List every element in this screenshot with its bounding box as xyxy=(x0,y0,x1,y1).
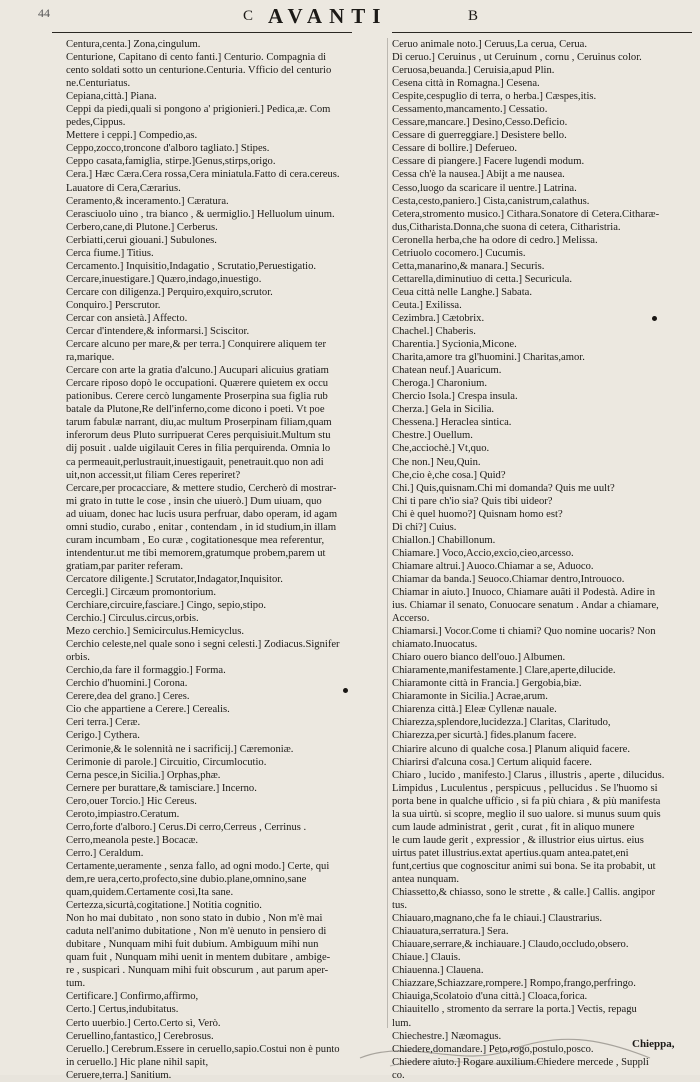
entry-line: ius. Chiamar il senato, Conuocare senatum . Andar a chiamare, xyxy=(392,600,659,612)
entry-line: Chercio Isola.] Crespa insula. xyxy=(392,391,518,403)
entry-line: Cerbiatti,ceruì giouani.] Subulones. xyxy=(66,234,217,246)
entry-line: Ceua città nelle Langhe.] Sabata. xyxy=(392,286,533,298)
entry-line: Cernere per burattare,& tamisciare.] Incerno. xyxy=(66,782,257,794)
entry-line: Limpidus , Luculentus , perspicuus , pellucidus . Se l'huomo si xyxy=(392,782,658,794)
ink-spot xyxy=(652,316,657,321)
entry-line: Cerere,dea del grano.] Ceres. xyxy=(66,691,190,703)
entry-line: Certificare.] Confirmo,affirmo, xyxy=(66,991,199,1003)
entry-line: porta bene in qualche ufficio , si fa più chiara , & più manifesta xyxy=(392,795,661,807)
entry-line: Charita,amore tra gl'huomini.] Charitas,amor. xyxy=(392,352,585,364)
entry-line: Ceronella herba,che ha odore di cedro.] Melissa. xyxy=(392,234,598,246)
entry-line: Chessena.] Heraclea sintica. xyxy=(392,417,512,429)
entry-line: Cessamento,mancamento.] Cessatio. xyxy=(392,104,548,116)
entry-line: ra,marique. xyxy=(66,352,115,364)
header-rule-right xyxy=(392,32,692,33)
entry-line: Cio che appartiene a Cerere.] Cerealis. xyxy=(66,704,230,716)
entry-line: Cerchio d'huomini.] Corona. xyxy=(66,678,188,690)
entry-line: Chiedere,domandare.] Peto,rogo,postulo,posco. xyxy=(392,1043,594,1055)
entry-line: inferorum deus Pluto surripuerat Ceres perquisiuit.Multum stu xyxy=(66,430,331,442)
entry-line: Accerso. xyxy=(392,613,430,625)
entry-line: batale da Plutone,Re dell'inferno,come dicono i poeti. Vt poe xyxy=(66,404,325,416)
entry-line: re , suspicari . Nunquam mihi fuit obscurum , aut parum aper- xyxy=(66,965,329,977)
entry-line: Cesena città in Romagna.] Cesena. xyxy=(392,78,540,90)
entry-line: quam fuit , Nunquam mihi uenit in mentem dubitare , ambige- xyxy=(66,952,331,964)
entry-line: Certo.] Certus,indubitatus. xyxy=(66,1004,179,1016)
entry-line: lum. xyxy=(392,1017,412,1029)
entry-line: Cercare,per procacciare, & mettere studio, Cercherò di mostrar- xyxy=(66,482,337,494)
entry-line: Chiauiga,Scolatoio d'una città.] Cloaca,forica. xyxy=(392,991,588,1003)
entry-line: Ceroto,impiastro.Ceratum. xyxy=(66,808,180,820)
entry-line: uirtus patet illustrius.extat apertius.quam antea.patet,eni xyxy=(392,847,629,859)
entry-line: funt,certius que cognoscitur animi sui bona. Se ita probabit, ut xyxy=(392,860,656,872)
entry-line: in ceruello.] Hic plane nihil sapit, xyxy=(66,1056,209,1068)
entry-line: Chiaro , lucido , manifesto.] Clarus , illustris , aperte , dilucidus. xyxy=(392,769,665,781)
page-number: 44 xyxy=(38,6,50,20)
entry-line: caduta nell'animo dubitatione , Non m'è uenuto in pensiero di xyxy=(66,926,327,938)
entry-line: Cessa ch'è la nausea.] Abijt a me nausea. xyxy=(392,169,565,181)
header-rule-left xyxy=(52,32,352,33)
entry-line: Chiamar in aiuto.] Inuoco, Chiamare auãti il Podestà. Adire in xyxy=(392,586,656,598)
entry-line: pationibus. Cerere cercò lungamente Proserpina sua figlia rub xyxy=(66,391,328,403)
entry-line: tus. xyxy=(392,900,408,912)
entry-line: Di chi?] Cuius. xyxy=(392,521,457,533)
entry-line: Chachel.] Chaberis. xyxy=(392,326,476,338)
entry-line: antea nunquam. xyxy=(392,874,460,885)
entry-line: Chiarezza,splendore,lucidezza.] Claritas, Claritudo, xyxy=(392,717,611,729)
entry-line: Di ceruo.] Ceruinus , ut Ceruinum , cornu , Ceruinus color. xyxy=(392,52,642,64)
entry-line: curam incumbam , Eo curæ , cogitationesque mea referentur, xyxy=(66,534,325,546)
entry-line: Chiaramente,manifestamente.] Clare,aperte,dilucide. xyxy=(392,665,616,677)
entry-line: Chiaro ouero bianco dell'ouo.] Albumen. xyxy=(392,652,566,664)
entry-line: Cercar con ansietà.] Affecto. xyxy=(66,312,188,324)
entry-line: Chiamarsi.] Vocor.Come ti chiami? Quo nomine uocaris? Non xyxy=(392,626,656,638)
entry-line: Chiauare,serrare,& inchiauare.] Claudo,occludo,obsero. xyxy=(392,939,629,951)
entry-line: Cherza.] Gela in Sicilia. xyxy=(392,404,495,416)
entry-line: Cerasciuolo uino , tra bianco , & uermiglio.] Helluolum uinum. xyxy=(66,208,335,220)
entry-line: Conquiro.] Perscrutor. xyxy=(66,299,161,311)
marginal-scribble xyxy=(350,1028,690,1072)
entry-line: Cerchio.] Circulus.circus,orbis. xyxy=(66,613,199,625)
entry-line: Cerro,forte d'alboro.] Cerus.Di cerro,Cerreus , Cerrinus . xyxy=(66,821,307,833)
entry-line: dij posuit . ualde uigilauit Ceres in filia perquirenda. Omnia lo xyxy=(66,443,331,455)
entry-line: Non ho mai dubitato , non sono stato in dubio , Non m'è mai xyxy=(66,913,323,925)
entry-line: cento soldati sotto un centurione.Centuria. Vfficio del centurio xyxy=(66,65,332,77)
entry-line: Chiassetto,& chiasso, sono le strette , & calle.] Callis. angipor xyxy=(392,887,656,899)
entry-line: Cettarella,diminutiuo di cetta.] Securicula. xyxy=(392,273,573,285)
entry-line: Cerchiare,circuire,fasciare.] Cingo, sepio,stipo. xyxy=(66,600,267,612)
entry-line: dubitare , Nunquam mihi fuit dubium. Ambiguum mihi nun xyxy=(66,939,319,951)
entry-line: Chiauitello , stromento da serrare la porta.] Vectis, repagu xyxy=(392,1004,637,1016)
entry-line: Cercamento.] Inquisitio,Indagatio , Scrutatio,Peruestigatio. xyxy=(66,260,317,272)
entry-line: Cetta,manarino,& manara.] Securis. xyxy=(392,260,545,272)
entry-line: Chiechestre.] Næomagus. xyxy=(392,1030,502,1042)
entry-line: Ceramento,& inceramento.] Cæratura. xyxy=(66,195,229,207)
entry-line: Cercare alcuno per mare,& per terra.] Conquirere aliquem ter xyxy=(66,339,327,351)
entry-line: tarum fabulæ narrant, diu,ac multum Proserpinam filiam,quam xyxy=(66,417,332,429)
entry-line: Ceruo animale noto.] Ceruus,La cerua, Cerua. xyxy=(392,39,588,50)
entry-line: ca permeauit,perlustrauit,inuestigauit, penetrauit.quo non adi xyxy=(66,456,324,468)
entry-line: Chiauatura,serratura.] Sera. xyxy=(392,926,509,938)
entry-line: Chi.] Quis,quisnam.Chi mi domanda? Quis me uult? xyxy=(392,482,615,494)
entry-line: Cercegli.] Circæum promontorium. xyxy=(66,586,217,598)
entry-line: Chiamare.] Voco,Accio,excio,cieo,arcesso. xyxy=(392,547,574,559)
entry-line: Chiauenna.] Clauena. xyxy=(392,965,484,977)
entry-line: uit,non accessit,ut filiam Ceres reperiret? xyxy=(66,469,241,481)
ink-spot xyxy=(343,688,348,693)
entry-line: Cesso,luogo da scaricare il uentre.] Latrina. xyxy=(392,182,577,194)
entry-line: Cheroga.] Charonium. xyxy=(392,378,488,390)
entry-line: Chiallon.] Chabillonum. xyxy=(392,534,496,546)
entry-line: Cera.] Hæc Cæra.Cera rossa,Cera miniatula.Fatto di cera.cereus. xyxy=(66,169,340,181)
entry-line: Cessare di bollire.] Deferueo. xyxy=(392,143,518,155)
entry-line: Chestre.] Ouellum. xyxy=(392,430,473,442)
entry-line: la sua uirtù. si scopre, meglio il suo ualore. si munus suum quis xyxy=(392,808,661,820)
entry-line: cum laude administrat , gerit , curat , fit in aliquo munere xyxy=(392,821,635,833)
entry-line: Cessare di piangere.] Facere lugendi modum. xyxy=(392,156,585,168)
entry-line: Chiamar da banda.] Seuoco.Chiamar dentro,Introuoco. xyxy=(392,573,625,585)
entry-line: Certamente,ueramente , senza fallo, ad ogni modo.] Certe, qui xyxy=(66,860,330,872)
entry-line: Cepiana,città.] Piana. xyxy=(66,91,157,103)
entry-line: Che non.] Neu,Quin. xyxy=(392,456,481,468)
entry-line: Chiedere aiuto.] Rogare auxilium.Chiedere mercede , Suppli xyxy=(392,1056,649,1068)
entry-line: Ceruosa,beuanda.] Ceruisia,apud Plin. xyxy=(392,65,555,77)
entry-line: Chiamare altrui.] Auoco.Chiamar a se, Aduoco. xyxy=(392,560,594,572)
entry-line: Chiazzare,Schiazzare,rompere.] Rompo,frango,perfringo. xyxy=(392,978,636,990)
entry-line: Chiarirsi d'alcuna cosa.] Certum aliquid facere. xyxy=(392,756,592,768)
column-divider xyxy=(387,38,388,1028)
entry-line: Mettere i ceppi.] Compedio,as. xyxy=(66,130,198,142)
entry-line: Chatean neuf.] Auaricum. xyxy=(392,365,502,377)
entry-line: Ceuta.] Exilissa. xyxy=(392,299,462,311)
header-left-letter: C xyxy=(243,8,254,24)
entry-line: Cessare di guerreggiare.] Desistere bello. xyxy=(392,130,567,142)
entry-line: chiamato.Inuocatus. xyxy=(392,639,478,651)
catchword: Chieppa, xyxy=(632,1038,675,1050)
entry-line: Chiarezza,per sicurtà.] fides.planum facere. xyxy=(392,730,577,742)
entry-line: tum. xyxy=(66,978,86,990)
entry-line: Cerro.] Ceraldum. xyxy=(66,847,144,859)
entry-line: ad uiuam, donec hac lucis usura perfruar, dabo operam, id agam xyxy=(66,508,338,520)
entry-line: Chiarenza città.] Eleæ Cyllenæ nauale. xyxy=(392,704,557,716)
entry-line: Cercare con diligenza.] Perquiro,exquiro,scrutor. xyxy=(66,286,273,298)
entry-line: Cerbero,cane,di Plutone.] Cerberus. xyxy=(66,221,218,233)
entry-line: Cerchio,da fare il formaggio.] Forma. xyxy=(66,665,226,677)
entry-line: Cespite,cespuglio di terra, o herba.] Cæspes,itis. xyxy=(392,91,597,103)
entry-line: Cerchio celeste,nel quale sono i segni celesti.] Zodiacus.Signifer xyxy=(66,639,340,651)
entry-line: Cezimbra.] Cætobrix. xyxy=(392,312,485,324)
entry-line: orbis. xyxy=(66,652,90,664)
right-column xyxy=(392,38,698,1082)
entry-line: Chiaramonte in Sicilia.] Acrae,arum. xyxy=(392,691,548,703)
entry-line: Cetera,stromento musico.] Cithara.Sonatore di Cetera.Citharæ- xyxy=(392,208,660,220)
entry-line: Cercatore diligente.] Scrutator,Indagator,Inquisitor. xyxy=(66,573,283,585)
entry-line: Chiaramonte città in Francia.] Gergobia,biæ. xyxy=(392,678,582,690)
entry-line: Cerimonie,& le solennità ne i sacrificij.] Cæremoniæ. xyxy=(66,743,294,755)
entry-line: Ceruere,terra.] Sanitium. xyxy=(66,1069,172,1081)
entry-line: Chiarire alcuno di qualche cosa.] Planum aliquid facere. xyxy=(392,743,630,755)
entry-line: omni studio, curabo , enitar , contendam , in id studium,in illam xyxy=(66,521,337,533)
entry-line: intendentur.ut me tibi memorem,gratumque probem,parem ut xyxy=(66,547,326,559)
entry-line: co. xyxy=(392,1069,405,1081)
entry-line: Centura,centa.] Zona,cingulum. xyxy=(66,39,201,50)
entry-line: Cercare riposo dopò le occupationi. Quærere quietem ex occu xyxy=(66,378,329,390)
left-column xyxy=(66,38,388,1082)
entry-line: gratiam,par pariter referam. xyxy=(66,560,184,572)
entry-line: Mezo cerchio.] Semicirculus.Hemicyclus. xyxy=(66,626,244,638)
entry-line: Cerimonie di parole.] Circuitio, Circumlocutio. xyxy=(66,756,267,768)
entry-line: quam,quidem.Certamente così,Ita sane. xyxy=(66,887,234,899)
entry-line: ne.Centuriatus. xyxy=(66,78,131,90)
entry-line: mi grato in tutte le cose , insin che uiuerò.] Dum uiuam, quo xyxy=(66,495,322,507)
entry-line: Cerna pesce,in Sicilia.] Orphas,phæ. xyxy=(66,769,221,781)
entry-line: Cerca fiume.] Titius. xyxy=(66,247,154,259)
entry-line: Cerigo.] Cythera. xyxy=(66,730,140,742)
entry-line: Chiaue.] Clauis. xyxy=(392,952,461,964)
entry-line: pedes,Cippus. xyxy=(66,117,126,129)
entry-line: Certezza,sicurtà,cogitatione.] Notitia cognitio. xyxy=(66,900,262,912)
entry-line: Cercar d'intendere,& informarsi.] Sciscitor. xyxy=(66,326,250,338)
entry-line: le cum laude gerit , expressior , & illustrior eius uirtus. eius xyxy=(392,834,644,846)
running-head: AVANTI xyxy=(268,4,388,28)
entry-line: Centurione, Capitano di cento fanti.] Centurio. Compagnia di xyxy=(66,52,327,64)
entry-line: Cesta,cesto,paniero.] Cista,canistrum,calathus. xyxy=(392,195,590,207)
entry-line: Cessare,mancare.] Desino,Cesso.Deficio. xyxy=(392,117,568,129)
entry-line: Ceppo,zocco,troncone d'alboro tagliato.] Stipes. xyxy=(66,143,270,155)
entry-line: Che,acciochè.] Vt,quo. xyxy=(392,443,490,455)
entry-line: Chiauaro,magnano,che fa le chiaui.] Claustrarius. xyxy=(392,913,603,925)
header-right-letter: B xyxy=(468,8,479,24)
entry-line: Ceri terra.] Ceræ. xyxy=(66,717,141,729)
entry-line: Chi è quel huomo?] Quisnam homo est? xyxy=(392,508,563,520)
entry-line: Cetriuolo cocomero.] Cucumis. xyxy=(392,247,526,259)
entry-line: dem,re uera,certo,profecto,sine dubio.plane,omnino,sane xyxy=(66,874,307,885)
entry-line: Ceruellino,fantastico,] Cerebrosus. xyxy=(66,1030,214,1042)
entry-line: Che,cio è,che cosa.] Quid? xyxy=(392,469,506,481)
entry-line: Cercare,inuestigare.] Quæro,indago,inuestigo. xyxy=(66,273,262,285)
entry-line: Ceppi da piedi,quali si pongono a' prigionieri.] Pedica,æ. Com xyxy=(66,104,331,116)
entry-line: dus,Citharista.Donna,che suona di cetera, Citharistria. xyxy=(392,221,621,233)
entry-line: Charentia.] Sycionia,Micone. xyxy=(392,339,517,351)
entry-line: Ceruello.] Cerebrum.Essere in ceruello,sapio.Costui non è punto xyxy=(66,1043,340,1055)
entry-line: Lauatore di Cera,Cærarius. xyxy=(66,182,181,194)
entry-line: Certo uuerbio.] Certo.Certo sì, Verò. xyxy=(66,1017,221,1029)
entry-line: Cero,ouer Torcio.] Hic Cereus. xyxy=(66,795,197,807)
entry-line: Chi ti pare ch'io sia? Quis tibi uideor? xyxy=(392,495,553,507)
entry-line: Ceppo casata,famiglia, stirpe.]Genus,stirps,origo. xyxy=(66,156,276,168)
entry-line: Cercare con arte la gratia d'alcuno.] Aucupari alicuius gratiam xyxy=(66,365,329,377)
entry-line: Cerro,meanola peste.] Bocacæ. xyxy=(66,834,199,846)
